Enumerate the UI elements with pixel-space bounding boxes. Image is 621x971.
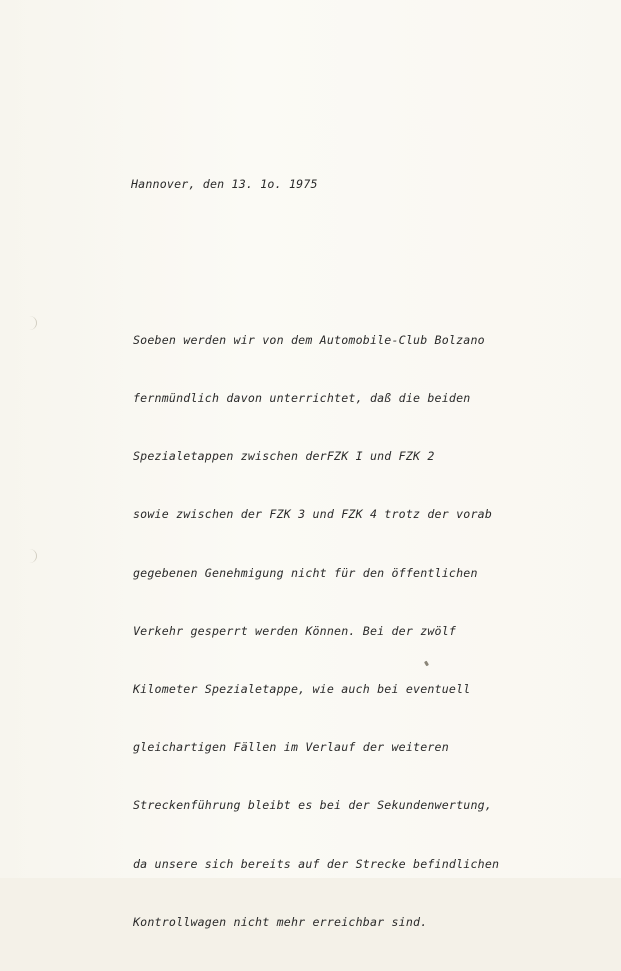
body-line: fernmündlich davon unterrichtet, daß die beiden [133, 391, 471, 406]
body-line: gegebenen Genehmigung nicht für den öffentlichen [133, 565, 478, 580]
body-line: sowie zwischen der FZK 3 und FZK 4 trotz der vorab [133, 507, 493, 522]
punch-hole-mark-bottom [22, 549, 37, 563]
body-paragraph [133, 292, 499, 971]
body-line: Kilometer Spezialetappe, wie auch bei eventuell [133, 682, 471, 697]
body-line: gleichartigen Fällen im Verlauf der weiteren [133, 740, 449, 755]
body-line: Verkehr gesperrt werden Können. Bei der zwölf [133, 623, 457, 638]
body-line: da unsere sich bereits auf der Strecke befindlichen [133, 856, 500, 871]
body-line: Spezialetappen zwischen derFZK I und FZK 2 [133, 449, 435, 464]
body-line: Kontrollwagen nicht mehr erreichbar sind. [133, 914, 428, 929]
body-line: Soeben werden wir von dem Automobile-Club Bolzano [133, 332, 485, 347]
date-line: Hannover, den 13. 1o. 1975 [131, 177, 318, 191]
punch-hole-mark-top [22, 316, 37, 330]
body-line: Streckenführung bleibt es bei der Sekundenwertung, [133, 798, 493, 813]
